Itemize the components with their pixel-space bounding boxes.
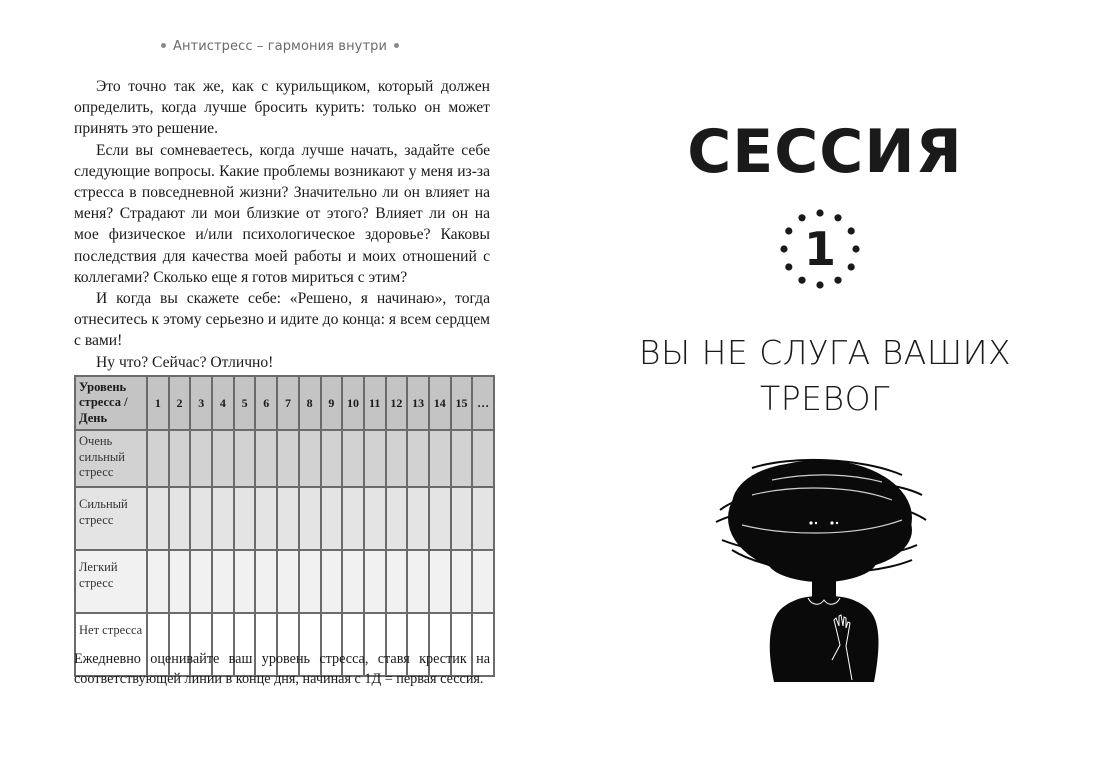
day-header: 1 (147, 376, 169, 430)
session-subtitle (550, 330, 1100, 422)
table-cell[interactable] (169, 430, 191, 487)
day-header: 7 (277, 376, 299, 430)
table-header-row (75, 376, 494, 430)
body-text (74, 76, 490, 373)
table-row (75, 430, 494, 487)
paragraph: Если вы сомневаетесь, когда лучше начать, задайте себе следующие вопросы. Какие проблемы возникают у меня из-за стресса в повседневной жизни? Значительно ли он влияет на меня? Страдают ли мои близкие от этого? Влияет ли он на мое физическое и/или психологическое здоровье? Каковы последствия для качества моей работы и моих отношений с коллегами? Сколько еще я готов мириться с этим? (74, 141, 490, 286)
row-label: Очень сильный стресс (75, 430, 147, 487)
table-cell[interactable] (147, 550, 169, 613)
bullet-icon (161, 43, 166, 48)
day-header: 13 (407, 376, 429, 430)
table-cell[interactable] (234, 487, 256, 550)
day-header: 3 (190, 376, 212, 430)
table-cell[interactable] (386, 550, 408, 613)
running-head-text: Антистресс – гармония внутри (172, 39, 388, 54)
row-label: Легкий стресс (75, 550, 147, 613)
table-cell[interactable] (255, 550, 277, 613)
row-label: Сильный стресс (75, 487, 147, 550)
table-cell[interactable] (429, 430, 451, 487)
running-head (140, 39, 420, 54)
subtitle-line: ТРЕВОГ (760, 379, 890, 418)
table-cell[interactable] (321, 430, 343, 487)
table-cell[interactable] (299, 550, 321, 613)
table-cell[interactable] (212, 550, 234, 613)
subtitle-line: ВЫ НЕ СЛУГА ВАШИХ (638, 333, 1012, 372)
corner-header: Уровень стресса / День (75, 376, 147, 430)
bullet-icon (394, 43, 399, 48)
paragraph: Это точно так же, как с курильщиком, который должен определить, когда лучше бросить курить: только он может принять это решение. (74, 78, 490, 138)
table-cell[interactable] (277, 550, 299, 613)
table-cell[interactable] (190, 487, 212, 550)
table-cell[interactable] (386, 430, 408, 487)
day-header: 10 (342, 376, 364, 430)
table-cell[interactable] (364, 550, 386, 613)
table-cell[interactable] (472, 487, 494, 550)
day-header: 8 (299, 376, 321, 430)
table-cell[interactable] (407, 487, 429, 550)
table-cell[interactable] (342, 430, 364, 487)
day-header: 15 (451, 376, 473, 430)
table-cell[interactable] (407, 550, 429, 613)
table-cell[interactable] (321, 550, 343, 613)
table-row (75, 550, 494, 613)
table-cell[interactable] (147, 487, 169, 550)
table-cell[interactable] (429, 550, 451, 613)
table-cell[interactable] (407, 430, 429, 487)
table-cell[interactable] (169, 487, 191, 550)
day-header: 5 (234, 376, 256, 430)
table-cell[interactable] (234, 430, 256, 487)
table-cell[interactable] (277, 487, 299, 550)
session-number-badge (778, 207, 862, 291)
day-header: 6 (255, 376, 277, 430)
table-cell[interactable] (299, 487, 321, 550)
table-cell[interactable] (255, 430, 277, 487)
table-cell[interactable] (472, 430, 494, 487)
day-header: 9 (321, 376, 343, 430)
table-cell[interactable] (169, 550, 191, 613)
table-cell[interactable] (472, 550, 494, 613)
anxious-figure-illustration (712, 450, 932, 685)
table-cell[interactable] (190, 430, 212, 487)
day-header: 2 (169, 376, 191, 430)
day-header: 11 (364, 376, 386, 430)
eye-icon (809, 521, 812, 524)
day-header: 4 (212, 376, 234, 430)
table-cell[interactable] (299, 430, 321, 487)
table-cell[interactable] (255, 487, 277, 550)
table-cell[interactable] (451, 430, 473, 487)
table-cell[interactable] (364, 487, 386, 550)
right-page (550, 0, 1100, 762)
table-cell[interactable] (277, 430, 299, 487)
session-title: СЕССИЯ (687, 117, 963, 187)
table-cell[interactable] (451, 550, 473, 613)
paragraph: Ну что? Сейчас? Отлично! (96, 353, 274, 371)
table-caption: Ежедневно оценивайте ваш уровень стресса, ставя крестик на соответствующей линии в конце дня, начиная с 1Д = первая сессия. (74, 651, 490, 687)
table-cell[interactable] (429, 487, 451, 550)
table-cell[interactable] (147, 430, 169, 487)
table-cell[interactable] (321, 487, 343, 550)
table-cell[interactable] (234, 550, 256, 613)
table-cell[interactable] (342, 550, 364, 613)
session-number: 1 (803, 222, 836, 276)
table-cell[interactable] (364, 430, 386, 487)
table-cell[interactable] (342, 487, 364, 550)
table-cell[interactable] (451, 487, 473, 550)
table-cell[interactable] (212, 487, 234, 550)
stress-tracking-table (74, 375, 495, 677)
day-header: 14 (429, 376, 451, 430)
paragraph: И когда вы скажете себе: «Решено, я начинаю», тогда отнеситесь к этому серьезно и идите до конца: я всем сердцем с вами! (74, 290, 490, 350)
day-header: 12 (386, 376, 408, 430)
table-cell[interactable] (190, 550, 212, 613)
table-cell[interactable] (212, 430, 234, 487)
day-header: … (472, 376, 494, 430)
table-row (75, 487, 494, 550)
row-label: Нет стресса (75, 613, 147, 676)
table-cell[interactable] (386, 487, 408, 550)
